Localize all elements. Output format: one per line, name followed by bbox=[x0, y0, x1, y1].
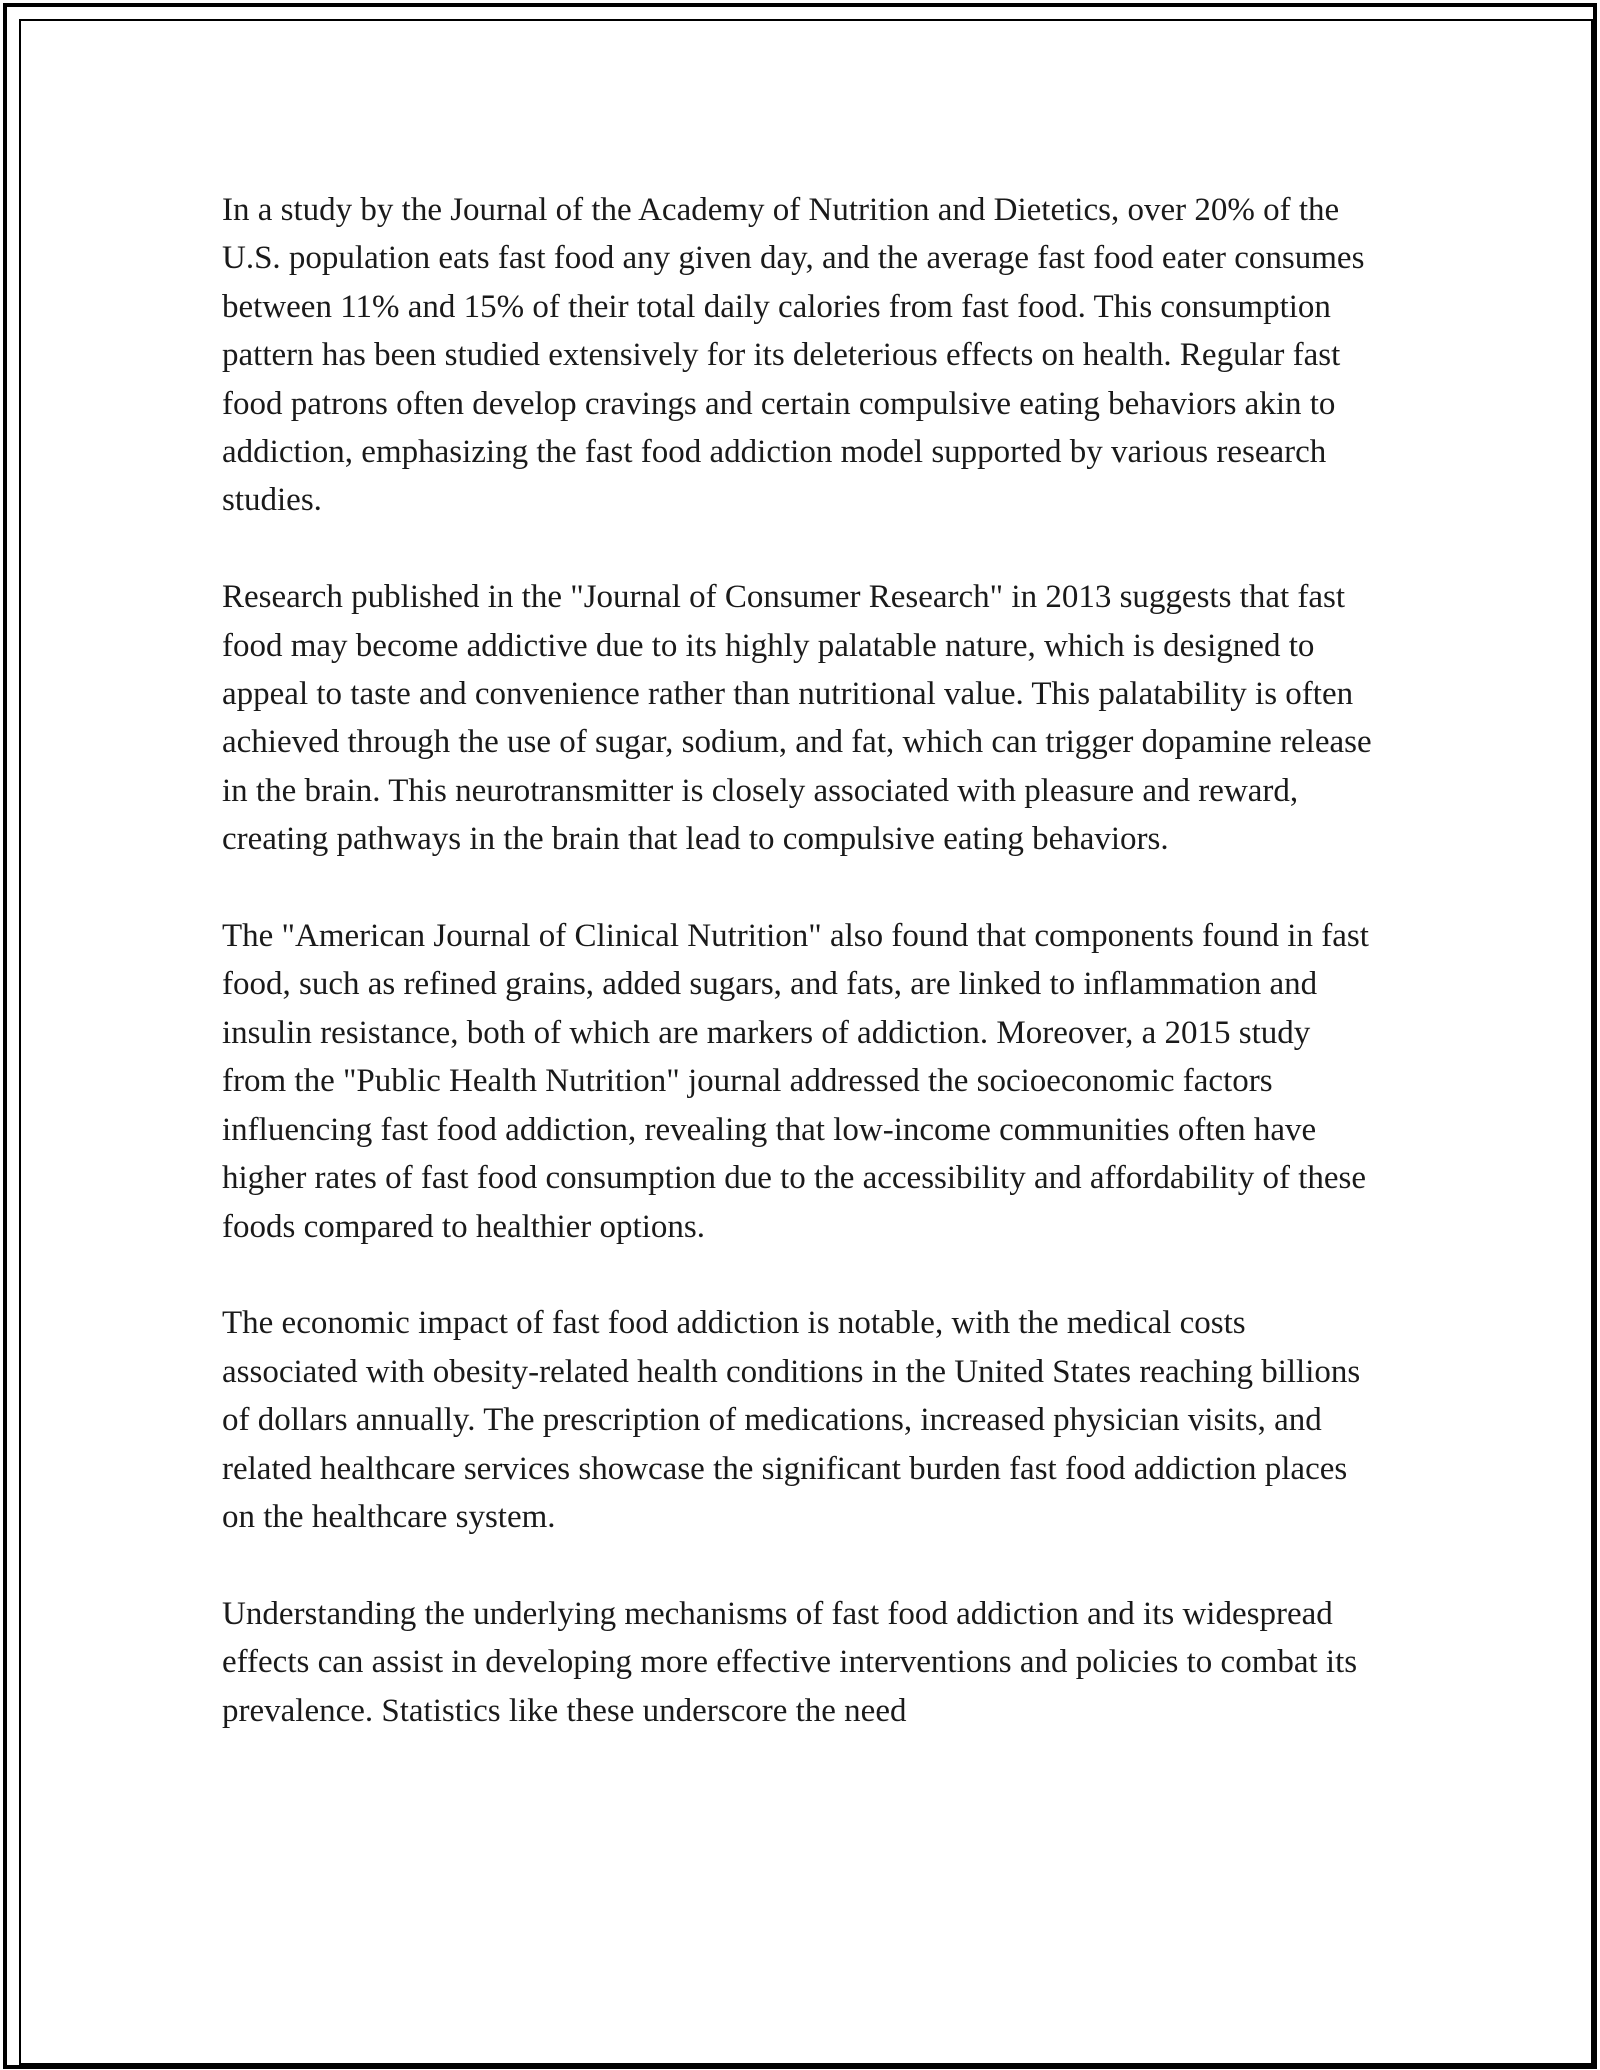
paragraph-1: In a study by the Journal of the Academy of Nutrition and Dietetics, over 20% of the U.S. population eats fast food any given day, and the average fast food eater consumes between 11% and 15% of their total daily calories from fast food. This consumption pattern has been studied extensively for its deleterious effects on health. Regular fast food patrons often develop cravings and certain compulsive eating behaviors akin to addiction, emphasizing the fast food addiction model supported by various research studies. bbox=[222, 192, 1365, 519]
paragraph-5: Understanding the underlying mechanisms of fast food addiction and its widespread effects can assist in developing more effective interventions and policies to combat its prevalence. Statistics like these underscore the need bbox=[222, 1595, 1358, 1729]
paragraph-4: The economic impact of fast food addiction is notable, with the medical costs associated with obesity-related health conditions in the United States reaching billions of dollars annually. The prescription of medications, increased physician visits, and related healthcare services showcase the significant burden fast food addiction places on the healthcare system. bbox=[222, 1305, 1361, 1535]
document-body bbox=[222, 186, 1382, 1783]
paragraph-3: The "American Journal of Clinical Nutrition" also found that components found in fast food, such as refined grains, added sugars, and fats, are linked to inflammation and insulin resistance, both of which are markers of addiction. Moreover, a 2015 study from the "Public Health Nutrition" journal addressed the socioeconomic factors influencing fast food addiction, revealing that low-income communities often have higher rates of fast food consumption due to the accessibility and affordability of these foods compared to healthier options. bbox=[222, 918, 1369, 1245]
paragraph-2: Research published in the "Journal of Consumer Research" in 2013 suggests that fast food may become addictive due to its highly palatable nature, which is designed to appeal to taste and convenience rather than nutritional value. This palatability is often achieved through the use of sugar, sodium, and fat, which can trigger dopamine release in the brain. This neurotransmitter is closely associated with pleasure and reward, creating pathways in the brain that lead to compulsive eating behaviors. bbox=[222, 579, 1372, 858]
